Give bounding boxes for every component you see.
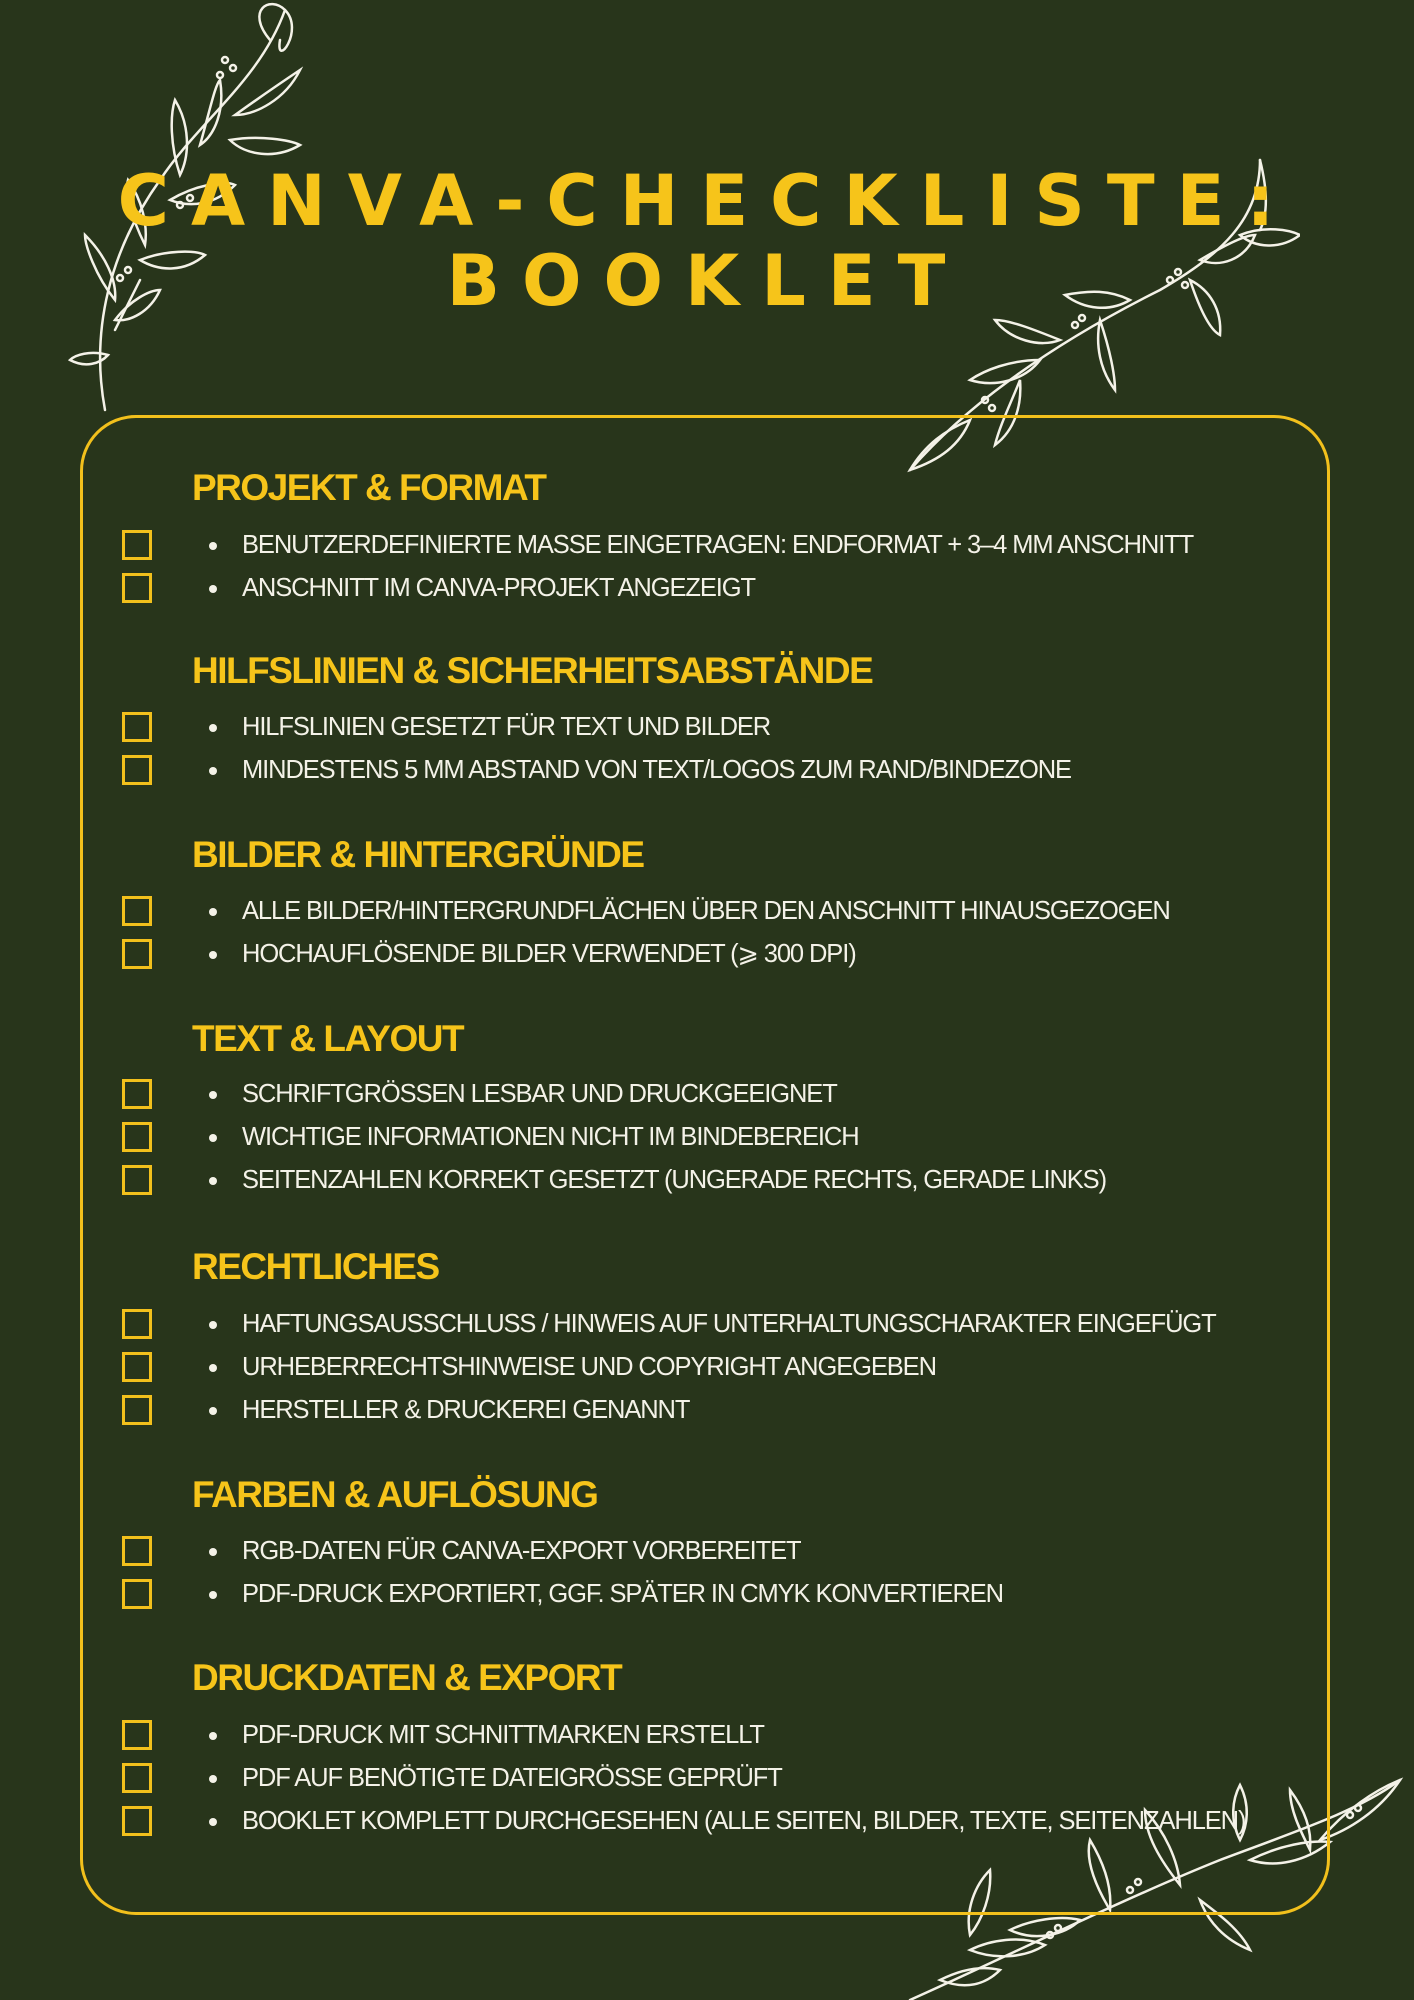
checklist-item: [0, 890, 1414, 933]
checkbox[interactable]: [122, 1309, 152, 1339]
section-heading-druckdaten: DRUCKDATEN & EXPORT: [192, 1657, 622, 1698]
checkbox[interactable]: [122, 1395, 152, 1425]
checkbox[interactable]: [122, 939, 152, 969]
checklist-item: [0, 1530, 1414, 1573]
section-heading-bilder: BILDER & HINTERGRÜNDE: [192, 834, 644, 875]
bullet-icon: [209, 1091, 217, 1099]
checkbox[interactable]: [122, 1536, 152, 1566]
checklist-item-label: WICHTIGE INFORMATIONEN NICHT IM BINDEBEREICH: [242, 1123, 859, 1151]
bullet-icon: [209, 1775, 217, 1783]
checklist-item-label: BOOKLET KOMPLETT DURCHGESEHEN (ALLE SEITEN, BILDER, TEXTE, SEITENZAHLEN): [242, 1807, 1246, 1835]
checklist-item: [0, 1573, 1414, 1616]
checklist-item-label: HILFSLINIEN GESETZT FÜR TEXT UND BILDER: [242, 713, 771, 741]
checkbox[interactable]: [122, 712, 152, 742]
section-heading-rechtliches: RECHTLICHES: [192, 1246, 439, 1287]
bullet-icon: [209, 1407, 217, 1415]
checklist-item: [0, 1303, 1414, 1346]
checklist-item: [0, 1800, 1414, 1843]
checklist-item: [0, 1714, 1414, 1757]
checklist-item-label: MINDESTENS 5 MM ABSTAND VON TEXT/LOGOS ZUM RAND/BINDEZONE: [242, 756, 1071, 784]
checklist-item: [0, 933, 1414, 976]
bullet-icon: [209, 908, 217, 916]
checklist-item-label: PDF-DRUCK EXPORTIERT, GGF. SPÄTER IN CMYK KONVERTIEREN: [242, 1580, 1003, 1608]
bullet-icon: [209, 951, 217, 959]
page-title-line-2: BOOKLET: [446, 240, 968, 322]
checklist-item-label: SCHRIFTGRÖSSEN LESBAR UND DRUCKGEEIGNET: [242, 1080, 837, 1108]
section-heading-projekt-format: PROJEKT & FORMAT: [192, 467, 546, 508]
checkbox[interactable]: [122, 1352, 152, 1382]
checklist-item-label: HAFTUNGSAUSSCHLUSS / HINWEIS AUF UNTERHALTUNGSCHARAKTER EINGEFÜGT: [242, 1310, 1216, 1338]
checklist-item-label: HOCHAUFLÖSENDE BILDER VERWENDET (⩾ 300 DPI): [242, 940, 856, 968]
checklist-item: [0, 524, 1414, 567]
bullet-icon: [209, 1548, 217, 1556]
bullet-icon: [209, 585, 217, 593]
bullet-icon: [209, 1591, 217, 1599]
checklist-item: [0, 706, 1414, 749]
checkbox[interactable]: [122, 1720, 152, 1750]
section-heading-hilfslinien: HILFSLINIEN & SICHERHEITSABSTÄNDE: [192, 650, 873, 691]
bullet-icon: [209, 1134, 217, 1142]
bullet-icon: [209, 542, 217, 550]
checkbox[interactable]: [122, 1806, 152, 1836]
bullet-icon: [209, 1321, 217, 1329]
checklist-item-label: ANSCHNITT IM CANVA-PROJEKT ANGEZEIGT: [242, 574, 755, 602]
checklist-item-label: RGB-DATEN FÜR CANVA-EXPORT VORBEREITET: [242, 1537, 801, 1565]
bullet-icon: [209, 767, 217, 775]
checklist-item-label: ALLE BILDER/HINTERGRUNDFLÄCHEN ÜBER DEN ANSCHNITT HINAUSGEZOGEN: [242, 897, 1170, 925]
checklist-item: [0, 1757, 1414, 1800]
section-heading-text-layout: TEXT & LAYOUT: [192, 1018, 464, 1059]
checkbox[interactable]: [122, 1079, 152, 1109]
checkbox[interactable]: [122, 1763, 152, 1793]
checklist-item: [0, 567, 1414, 610]
checklist-item: [0, 1073, 1414, 1116]
checklist-item-label: PDF AUF BENÖTIGTE DATEIGRÖSSE GEPRÜFT: [242, 1764, 782, 1792]
checklist-item: [0, 1389, 1414, 1432]
checklist-item-label: BENUTZERDEFINIERTE MASSE EINGETRAGEN: ENDFORMAT + 3–4 MM ANSCHNITT: [242, 531, 1194, 559]
checkbox[interactable]: [122, 755, 152, 785]
checkbox[interactable]: [122, 1579, 152, 1609]
checklist-item-label: SEITENZAHLEN KORREKT GESETZT (UNGERADE RECHTS, GERADE LINKS): [242, 1166, 1106, 1194]
checkbox[interactable]: [122, 1122, 152, 1152]
checklist-item: [0, 1116, 1414, 1159]
bullet-icon: [209, 1364, 217, 1372]
bullet-icon: [209, 1818, 217, 1826]
checkbox[interactable]: [122, 1165, 152, 1195]
bullet-icon: [209, 1177, 217, 1185]
checkbox[interactable]: [122, 896, 152, 926]
checklist-item-label: HERSTELLER & DRUCKEREI GENANNT: [242, 1396, 690, 1424]
checklist-item: [0, 749, 1414, 792]
checkbox[interactable]: [122, 573, 152, 603]
checklist-item: [0, 1346, 1414, 1389]
checklist-item-label: URHEBERRECHTSHINWEISE UND COPYRIGHT ANGEGEBEN: [242, 1353, 936, 1381]
checklist-item: [0, 1159, 1414, 1202]
page-title-line-1: CANVA-CHECKLISTE:: [117, 160, 1297, 242]
checkbox[interactable]: [122, 530, 152, 560]
bullet-icon: [209, 1732, 217, 1740]
bullet-icon: [209, 724, 217, 732]
checklist-item-label: PDF-DRUCK MIT SCHNITTMARKEN ERSTELLT: [242, 1721, 764, 1749]
section-heading-farben: FARBEN & AUFLÖSUNG: [192, 1474, 598, 1515]
